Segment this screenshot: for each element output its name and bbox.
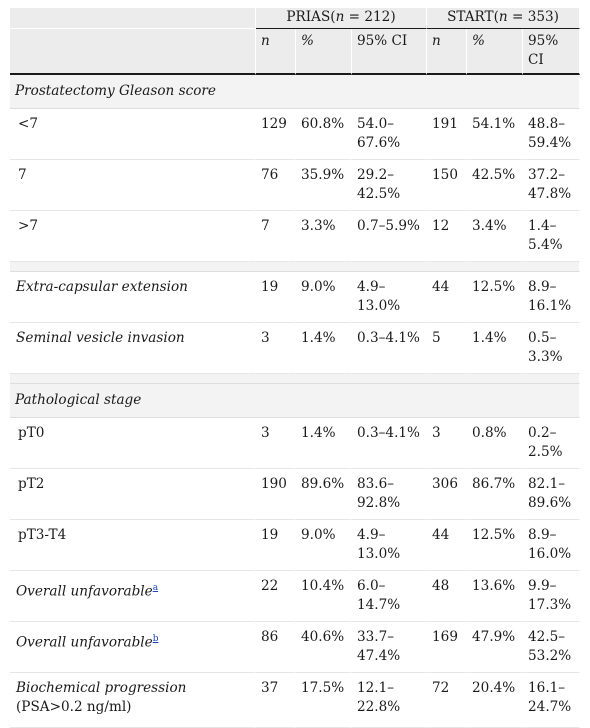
row-label-extra: (PSA>0.2 ng/ml) xyxy=(16,699,132,715)
prias-n-cell: 129 xyxy=(256,109,296,160)
prias-n-cell: 19 xyxy=(256,272,296,323)
start-pct-cell: 0.8% xyxy=(467,418,523,469)
start-ci-cell: 9.9–17.3% xyxy=(523,571,580,622)
section-label: Prostatectomy Gleason score xyxy=(10,75,580,109)
group-header-row xyxy=(10,8,580,29)
start-n-cell: 48 xyxy=(427,571,467,622)
row-label: Extra-capsular extension xyxy=(10,272,256,323)
prias-pct-cell: 35.9% xyxy=(296,160,352,211)
prias-pct-cell: 17.5% xyxy=(296,673,352,728)
start-group-header: START(n = 353) xyxy=(427,8,580,29)
prias-pct-cell: 10.4% xyxy=(296,571,352,622)
section-row-gleason xyxy=(10,75,580,109)
prias-ci-cell: 6.0–14.7% xyxy=(352,571,427,622)
table-row xyxy=(10,211,580,262)
header-blank-cell xyxy=(10,8,256,29)
start-ci-cell: 0.5–3.3% xyxy=(523,323,580,374)
start-pct-cell: 54.1% xyxy=(467,109,523,160)
prias-group-header: PRIAS(n = 212) xyxy=(256,8,427,29)
start-pct-cell: 47.9% xyxy=(467,622,523,673)
start-ci-cell: 37.2–47.8% xyxy=(523,160,580,211)
prias-n-cell: 3 xyxy=(256,323,296,374)
prias-ci-cell: 29.2–42.5% xyxy=(352,160,427,211)
start-n-cell: 72 xyxy=(427,673,467,728)
table-row xyxy=(10,673,580,728)
start-pct-cell: 1.4% xyxy=(467,323,523,374)
table-row xyxy=(10,272,580,323)
table-row xyxy=(10,571,580,622)
spacer-cell xyxy=(10,262,580,272)
prias-n-cell: 3 xyxy=(256,418,296,469)
results-table xyxy=(10,8,580,728)
prias-ci-cell: 54.0–67.6% xyxy=(352,109,427,160)
prias-pct-cell: 3.3% xyxy=(296,211,352,262)
section-label: Pathological stage xyxy=(10,384,580,418)
col-header-start-ci: 95% CI xyxy=(523,29,580,75)
row-label xyxy=(10,571,256,622)
footnote-link-b[interactable]: b xyxy=(152,634,159,644)
table-row xyxy=(10,520,580,571)
start-pct-cell: 20.4% xyxy=(467,673,523,728)
start-pct-cell: 13.6% xyxy=(467,571,523,622)
row-label-text: Overall unfavorable xyxy=(16,634,153,651)
start-n-cell: 5 xyxy=(427,323,467,374)
row-label: 7 xyxy=(10,160,256,211)
prias-n-cell: 22 xyxy=(256,571,296,622)
footnote-link-a[interactable]: a xyxy=(152,583,159,593)
prias-pct-cell: 9.0% xyxy=(296,520,352,571)
row-label: pT2 xyxy=(10,469,256,520)
table-row xyxy=(10,418,580,469)
prias-pct-cell: 1.4% xyxy=(296,418,352,469)
row-label xyxy=(10,622,256,673)
prias-ci-cell: 0.3–4.1% xyxy=(352,418,427,469)
prias-ci-cell: 4.9–13.0% xyxy=(352,520,427,571)
row-label: <7 xyxy=(10,109,256,160)
col-header-prias-ci: 95% CI xyxy=(352,29,427,75)
start-n-cell: 44 xyxy=(427,520,467,571)
prias-ci-cell: 33.7–47.4% xyxy=(352,622,427,673)
start-n-cell: 150 xyxy=(427,160,467,211)
prias-pct-cell: 89.6% xyxy=(296,469,352,520)
start-ci-cell: 8.9–16.0% xyxy=(523,520,580,571)
start-n-cell: 306 xyxy=(427,469,467,520)
table-row xyxy=(10,622,580,673)
start-ci-cell: 1.4–5.4% xyxy=(523,211,580,262)
start-ci-cell: 48.8–59.4% xyxy=(523,109,580,160)
row-label: pT0 xyxy=(10,418,256,469)
header-blank-cell xyxy=(10,29,256,75)
table-row xyxy=(10,160,580,211)
start-ci-cell: 16.1–24.7% xyxy=(523,673,580,728)
start-ci-cell: 42.5–53.2% xyxy=(523,622,580,673)
prias-n-cell: 19 xyxy=(256,520,296,571)
col-header-prias-n: n xyxy=(256,29,296,75)
prias-n-cell: 190 xyxy=(256,469,296,520)
row-label-text: Biochemical progression xyxy=(16,680,187,696)
spacer-row xyxy=(10,262,580,272)
start-pct-cell: 42.5% xyxy=(467,160,523,211)
col-header-start-pct: % xyxy=(467,29,523,75)
start-ci-cell: 8.9–16.1% xyxy=(523,272,580,323)
start-pct-cell: 86.7% xyxy=(467,469,523,520)
row-label: pT3-T4 xyxy=(10,520,256,571)
prias-n-cell: 7 xyxy=(256,211,296,262)
prias-ci-cell: 0.7–5.9% xyxy=(352,211,427,262)
prias-n-cell: 86 xyxy=(256,622,296,673)
spacer-row xyxy=(10,374,580,384)
table-row xyxy=(10,323,580,374)
spacer-cell xyxy=(10,374,580,384)
prias-pct-cell: 60.8% xyxy=(296,109,352,160)
prias-ci-cell: 83.6–92.8% xyxy=(352,469,427,520)
prias-n-cell: 76 xyxy=(256,160,296,211)
prias-n-cell: 37 xyxy=(256,673,296,728)
row-label: >7 xyxy=(10,211,256,262)
start-n-cell: 12 xyxy=(427,211,467,262)
section-row-stage xyxy=(10,384,580,418)
row-label: Seminal vesicle invasion xyxy=(10,323,256,374)
prias-ci-cell: 0.3–4.1% xyxy=(352,323,427,374)
table-row xyxy=(10,469,580,520)
table-row xyxy=(10,109,580,160)
prias-pct-cell: 1.4% xyxy=(296,323,352,374)
start-pct-cell: 12.5% xyxy=(467,272,523,323)
row-label xyxy=(10,673,256,728)
start-n-cell: 191 xyxy=(427,109,467,160)
column-header-row xyxy=(10,29,580,75)
start-n-cell: 169 xyxy=(427,622,467,673)
prias-ci-cell: 12.1–22.8% xyxy=(352,673,427,728)
start-ci-cell: 0.2–2.5% xyxy=(523,418,580,469)
start-n-cell: 3 xyxy=(427,418,467,469)
start-pct-cell: 12.5% xyxy=(467,520,523,571)
prias-pct-cell: 9.0% xyxy=(296,272,352,323)
col-header-prias-pct: % xyxy=(296,29,352,75)
start-ci-cell: 82.1–89.6% xyxy=(523,469,580,520)
prias-ci-cell: 4.9–13.0% xyxy=(352,272,427,323)
prias-pct-cell: 40.6% xyxy=(296,622,352,673)
row-label-text: Overall unfavorable xyxy=(16,583,153,600)
col-header-start-n: n xyxy=(427,29,467,75)
start-n-cell: 44 xyxy=(427,272,467,323)
start-pct-cell: 3.4% xyxy=(467,211,523,262)
